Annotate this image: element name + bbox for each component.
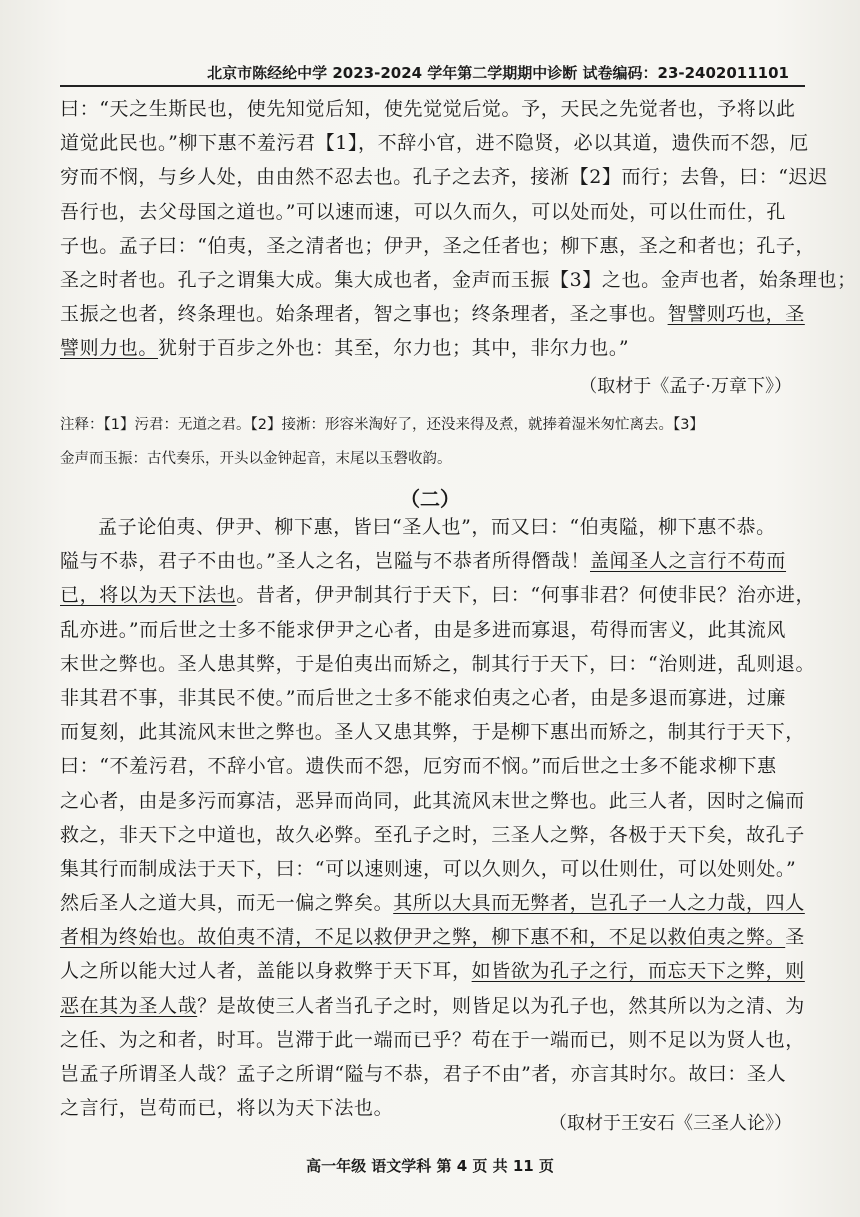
page-header: 北京市陈经纶中学 2023-2024 学年第二学期期中诊断 试卷编码：23-2402011101 [207, 64, 789, 82]
passage-line: 道觉此民也。”柳下惠不羞污君【1】，不辞小官，进不隐贤，必以其道，遗佚而不怨，厄 [60, 132, 809, 155]
passage-line: 吾行也，去父母国之道也。”可以速而速，可以久而久，可以处而处，可以仕而仕，孔 [60, 200, 787, 223]
plain-text: 隘与不恭，君子不由也。”圣人之名，岂隘与不恭者所得僭哉！ [60, 550, 591, 573]
plain-text: 圣 [785, 926, 805, 949]
underlined-text: 如皆欲为孔子之行，而忘天下之弊，则 [471, 960, 805, 983]
header-divider [60, 85, 805, 87]
passage-line: 末世之弊也。圣人患其弊，于是伯夷出而矫之，制其行于天下，曰：“治则进，乱则退。 [60, 652, 816, 675]
passage-line [60, 886, 805, 920]
passage-line: 之言行，岂苟而已，将以为天下法也。 [60, 1097, 394, 1120]
passage-line [60, 297, 805, 331]
passage-line [60, 920, 805, 954]
plain-text: 玉振之也者，终条理也。始条理者，智之事也；终条理者，圣之事也。 [60, 303, 668, 326]
plain-text: ？是故使三人者当孔子之时，则皆足以为孔子也，然其所以为之清、为 [197, 994, 805, 1017]
passage-line [60, 331, 780, 365]
passage-line [60, 989, 805, 1023]
passage-one [60, 92, 857, 366]
note-line: 注释：【1】污君：无道之君。【2】接淅：形容米淘好了，还没来得及煮，就捧着湿米匆忙离去。【3】 [60, 417, 704, 433]
underlined-text: 譬则力也。 [60, 337, 159, 360]
passage-two [60, 510, 816, 1125]
passage-line: 乱亦进。”而后世之士多不能求伊尹之心者，由是多进而寡退，苟得而害义，此其流风 [60, 618, 787, 641]
source-citation: （取材于王安石《三圣人论》） [549, 1113, 792, 1134]
note-line: 金声而玉振：古代奏乐，开头以金钟起音，末尾以玉磬收韵。 [60, 451, 452, 467]
underlined-text: 其所以大具而无弊者，岂孔子一人之力哉，四人 [393, 892, 805, 915]
underlined-text: 智譬则巧也，圣 [667, 303, 805, 326]
passage-line: 曰：“天之生斯民也，使先知觉后知，使先觉觉后觉。予，天民之先觉者也，予将以此 [60, 98, 796, 120]
passage-line: 集其行而制成法于天下，曰：“可以速则速，可以久则久，可以仕则仕，可以处则处。” [60, 857, 797, 880]
passage-line: 而复刻，此其流风末世之弊也。圣人又患其弊，于是柳下惠出而矫之，制其行于天下， [60, 721, 805, 744]
passage-line: 曰：“不羞污君，不辞小官。遗佚而不怨，厄穷而不悯。”而后世之士多不能求柳下惠 [60, 755, 777, 778]
passage-line: 子也。孟子曰：“伯夷，圣之清者也；伊尹，圣之任者也；柳下惠，圣之和者也；孔子， [60, 234, 816, 257]
annotation-notes [60, 408, 790, 476]
section-title: （二） [400, 487, 460, 511]
passage-line: 孟子论伯夷、伊尹、柳下惠，皆曰“圣人也”，而又曰：“伯夷隘，柳下惠不恭。 [98, 516, 776, 538]
plain-text: 然后圣人之道大具，而无一偏之弊矣。 [60, 892, 394, 915]
passage-line: 岂孟子所谓圣人哉？孟子之所谓“隘与不恭，君子不由”者，亦言其时尔。故曰：圣人 [60, 1063, 787, 1085]
plain-text: 犹射于百步之外也：其至，尔力也；其中，非尔力也。” [158, 337, 630, 360]
passage-line: 之任、为之和者，时耳。岂滞于此一端而已乎？苟在于一端而已，则不足以为贤人也， [60, 1028, 805, 1051]
passage-line: 之心者，由是多污而寡洁，恶异而尚同，此其流风末世之弊也。此三人者，因时之偏而 [60, 789, 805, 812]
underlined-text: 者相为终始也。故伯夷不清，不足以救伊尹之弊，柳下惠不和，不足以救伯夷之弊。 [60, 926, 786, 949]
source-citation: （取材于《孟子·万章下》） [579, 376, 792, 397]
passage-line [60, 954, 805, 988]
plain-text: 人之所以能大过人者，盖能以身救弊于天下耳， [60, 960, 472, 983]
passage-line: 非其君不事，非其民不使。”而后世之士多不能求伯夷之心者，由是多退而寡进，过廉 [60, 686, 787, 709]
passage-line [60, 544, 787, 578]
page-footer: 高一年级 语文学科 第 4 页 共 11 页 [306, 1157, 554, 1175]
underlined-text: 盖闻圣人之言行不苟而 [590, 550, 787, 573]
passage-line: 救之，非天下之中道也，故久必弊。至孔子之时，三圣人之弊，各极于天下矣，故孔子 [60, 823, 805, 846]
plain-text: 。昔者，伊尹制其行于天下，曰：“何事非君？何使非民？治亦进， [236, 584, 816, 607]
underlined-text: 已，将以为天下法也 [60, 584, 237, 607]
passage-line: 穷而不悯，与乡人处，由由然不忍去也。孔子之去齐，接淅【2】而行；去鲁，曰：“迟迟 [60, 166, 828, 189]
underlined-text: 恶在其为圣人哉 [60, 994, 198, 1017]
passage-line: 圣之时者也。孔子之谓集大成。集大成也者，金声而玉振【3】之也。金声也者，始条理也； [60, 268, 857, 291]
passage-line [60, 578, 816, 612]
